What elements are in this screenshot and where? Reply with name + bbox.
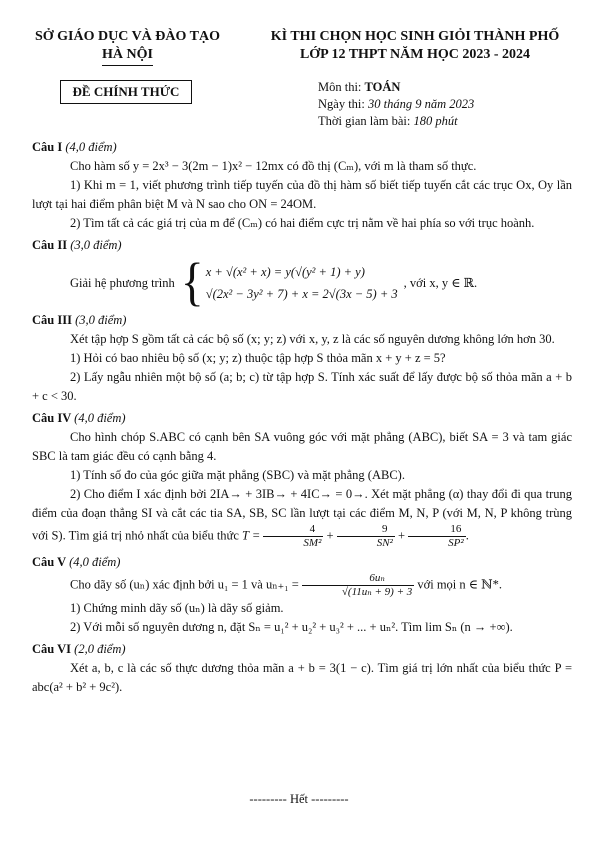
question-part: 1) Khi m = 1, viết phương trình tiếp tuyến của đồ thị hàm số biết tiếp tuyến cắt các trục Ox, Oy lần lượt tại hai điểm phân biệt M và N sao cho ON = 24OM. [32,178,572,211]
system-tail: , với x, y ∈ ℝ. [403,275,478,290]
question-points: (4,0 điểm) [65,140,117,154]
sequence-definition: Cho dãy số (uₙ) xác định bởi u₁ = 1 và uₙ₊₁ = [70,577,299,592]
question-text: Xét tập hợp S gồm tất cả các bộ số (x; y; z) với x, y, z là các số nguyên dương không lớn hơn 30. [70,332,555,346]
fraction-numerator: 9 [337,523,395,537]
department-city: HÀ NỘI [102,46,153,66]
system-equations [206,261,398,305]
question-heading [32,236,572,255]
equation-system [70,253,572,312]
question-4 [32,409,572,550]
question-points: (3,0 điểm) [75,313,127,327]
question-6 [32,640,572,697]
question-part: 1) Tính số đo của góc giữa mặt phẳng (SBC) và mặt phẳng (ABC). [70,468,405,482]
equation-1: x + √(x² + x) = y(√(y² + 1) + y) [205,265,365,279]
subject-value: TOÁN [364,80,401,94]
subject-row [318,79,474,96]
date-row [318,96,474,113]
question-5 [32,553,572,637]
subject-label: Môn thi: [318,80,362,94]
question-title: Câu III [32,313,72,327]
brace-symbol: { [180,253,204,312]
question-part-text: 2) Cho điểm I xác định bởi 2IA→ + 3IB→ + 4IC→ = 0→. Xét mặt phẳng (α) thay đổi đi qua trung điểm của đoạn thẳng SI và cắt các tia SA, SB, SC lần lượt tại các điểm M, N, P (với M, N, P không trùng với S). Tìm giá trị nhỏ nhất của biểu thức [32,487,572,543]
fraction-numerator: 16 [408,523,466,537]
exam-subtitle: LỚP 12 THPT NĂM HỌC 2023 - 2024 [299,47,531,62]
question-part: 1) Chứng minh dãy số (uₙ) là dãy số giảm. [70,601,284,615]
question-1 [32,138,572,233]
exam-meta [318,79,474,130]
question-part: 2) Với mỗi số nguyên dương n, đặt Sₙ = u₁² + u₂² + u₃² + ... + uₙ². Tìm lim Sₙ (n → +∞). [70,620,513,634]
question-text: Cho hàm số y = 2x³ − 3(2m − 1)x² − 12mx có đồ thị (Cₘ), với m là tham số thực. [70,159,477,173]
question-points: (4,0 điểm) [69,555,121,569]
question-text: Xét a, b, c là các số thực dương thỏa mãn a + b = 3(1 − c). Tìm giá trị lớn nhất của biểu thức P = abc(a² + b² + 9c²). [32,661,572,694]
exam-title: KÌ THI CHỌN HỌC SINH GIỎI THÀNH PHỐ [270,29,560,44]
question-title: Câu I [32,140,63,154]
fraction-denominator: SP² [448,537,464,549]
department-header [20,28,235,66]
fraction [337,523,395,550]
question-title: Câu II [32,238,68,252]
fraction [302,572,414,599]
department-name: SỞ GIÁO DỤC VÀ ĐÀO TẠO [34,29,220,44]
question-title: Câu IV [32,411,72,425]
question-heading [32,640,572,659]
question-3 [32,311,572,406]
expression-label: T = [242,528,261,543]
question-part: 2) Tìm tất cả các giá trị của m để (Cₘ) có hai điểm cực trị nằm về hai phía so với trục hoành. [70,216,535,230]
duration-row [318,113,474,130]
question-heading [32,553,572,572]
question-text: Cho hình chóp S.ABC có cạnh bên SA vuông góc với mặt phẳng (ABC), biết SA = 3 và tam giác SBC là tam giác đều có cạnh bằng 4. [32,430,572,463]
fraction [408,523,466,550]
exam-content [32,138,572,700]
fraction-denominator: SN² [376,537,393,549]
question-text [32,572,572,599]
fraction-numerator: 4 [263,523,323,537]
official-label: ĐỀ CHÍNH THỨC [60,80,192,104]
expression-end: . [465,528,469,543]
duration-label: Thời gian làm bài: [318,114,411,128]
system-intro: Giải hệ phương trình [70,275,175,290]
question-points: (2,0 điểm) [74,642,126,656]
date-value: 30 tháng 9 năm 2023 [368,97,475,111]
question-2 [32,236,572,312]
question-part: 2) Cho điểm I xác định bởi 2IA→ + 3IB→ + 4IC→ = 0→. Xét mặt phẳng (α) thay đổi đi qua trung điểm của đoạn thẳng SI và cắt các tia SA, SB, SC lần lượt tại các điểm M, N, P (với M, N, P không trùng với S). Tìm giá trị nhỏ nhất của biểu thức T = $\frac{4}{\text{SM²}}$ + $\frac{9}{\text{SN²}}$ + $\frac{16}{\text{SP²}}$ . [32,487,572,549]
question-points: (4,0 điểm) [74,411,126,425]
fraction-denominator: √(11uₙ + 9) + 3 [341,586,413,598]
exam-header [250,28,580,64]
question-heading [32,311,572,330]
question-heading [32,409,572,428]
sequence-condition: với mọi n ∈ ℕ*. [417,577,502,592]
question-part: 1) Hỏi có bao nhiêu bộ số (x; y; z) thuộc tập hợp S thỏa mãn x + y + z = 5? [70,351,446,365]
duration-value: 180 phút [413,114,458,128]
question-title: Câu VI [32,642,72,656]
fraction-denominator: SM² [303,537,322,549]
question-title: Câu V [32,555,66,569]
equation-2: √(2x² − 3y² + 7) + x = 2√(3x − 5) + 3 [205,287,398,301]
question-part: 2) Lấy ngẫu nhiên một bộ số (a; b; c) từ tập hợp S. Tính xác suất để lấy được bộ số thỏa mãn a + b + c < 30. [32,370,572,403]
fraction-numerator: 6uₙ [302,572,414,586]
end-marker: --------- Hết --------- [249,792,349,806]
question-heading [32,138,572,157]
date-label: Ngày thi: [318,97,365,111]
fraction [263,523,323,550]
question-points: (3,0 điểm) [70,238,122,252]
